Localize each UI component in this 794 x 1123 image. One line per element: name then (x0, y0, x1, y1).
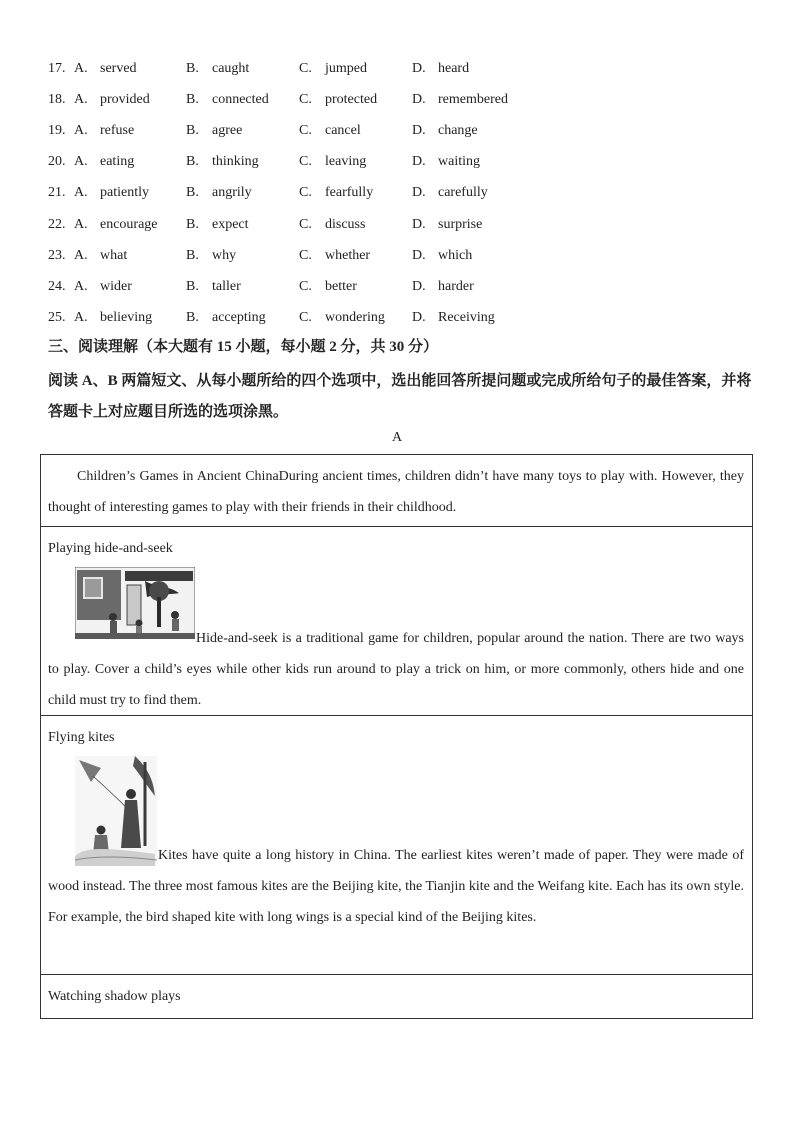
option-c (299, 248, 412, 264)
option-a (74, 123, 186, 139)
option-letter: A. (74, 154, 88, 170)
choice-row (48, 178, 768, 209)
game-cell-hide-and-seek (41, 527, 752, 716)
option-c (299, 310, 412, 326)
option-c (299, 61, 412, 77)
option-text: wider (100, 278, 132, 294)
option-letter: A. (74, 60, 88, 76)
choice-row (48, 84, 768, 115)
option-letter: C. (299, 122, 312, 138)
option-letter: D. (412, 60, 426, 76)
option-b (186, 279, 299, 295)
question-number: 19. (48, 122, 66, 138)
option-d (412, 217, 542, 233)
option-a (74, 310, 186, 326)
choice-list (48, 53, 768, 334)
option-text: which (438, 247, 473, 263)
option-letter: B. (186, 310, 199, 326)
option-c (299, 92, 412, 108)
option-c (299, 185, 412, 201)
option-c (299, 279, 412, 295)
option-d (412, 279, 542, 295)
question-number: 20. (48, 154, 66, 170)
option-b (186, 92, 299, 108)
section-instruction: 阅读 A、B 两篇短文、从每小题所给的四个选项中，选出能回答所提问题或完成所给句子的最佳答案，并将答题卡上对应题目所选的选项涂黑。 (48, 373, 752, 420)
passage-label: A (391, 430, 403, 445)
option-d (412, 123, 542, 139)
option-text: heard (438, 60, 470, 76)
choice-row (48, 115, 768, 146)
option-text: discuss (325, 216, 366, 232)
option-letter: D. (412, 91, 426, 107)
question-number: 23. (48, 247, 66, 263)
option-letter: C. (299, 278, 312, 294)
option-letter: B. (186, 216, 199, 232)
option-d (412, 248, 542, 264)
option-text: encourage (100, 216, 158, 232)
option-text: served (100, 60, 137, 76)
intro-paragraph: Children’s Games in Ancient ChinaDuring ancient times, children didn’t have many toys to play with. However, they thought of interesting games to play with their friends in their childhood. (48, 469, 744, 515)
question-number: 17. (48, 60, 66, 76)
option-text: connected (212, 91, 269, 107)
option-text: carefully (438, 185, 488, 201)
option-b (186, 185, 299, 201)
option-text: agree (212, 122, 243, 138)
option-text: cancel (325, 122, 361, 138)
option-text: Receiving (438, 310, 495, 326)
option-text: caught (212, 60, 250, 76)
option-b (186, 154, 299, 170)
choice-row (48, 271, 768, 302)
game-cell-shadow-plays (41, 975, 752, 1018)
option-letter: D. (412, 310, 426, 326)
choice-row (48, 303, 768, 334)
choice-row (48, 240, 768, 271)
option-letter: B. (186, 185, 199, 201)
option-letter: B. (186, 247, 199, 263)
option-letter: A. (74, 247, 88, 263)
option-text: harder (438, 278, 474, 294)
option-a (74, 185, 186, 201)
option-text: surprise (438, 216, 483, 232)
option-text: better (325, 278, 357, 294)
option-letter: C. (299, 154, 312, 170)
game-paragraph: Kites have quite a long history in China. The earliest kites weren’t made of paper. They were made of wood instead. The three most famous kites are the Beijing kite, the Tianjin kite and the Weifang kite. Each has its own style. For example, the bird shaped kite with long wings is a special kind of the Beijing kites. (48, 848, 744, 925)
option-a (74, 217, 186, 233)
option-d (412, 92, 542, 108)
option-letter: B. (186, 91, 199, 107)
option-a (74, 61, 186, 77)
option-letter: C. (299, 185, 312, 201)
intro-cell (41, 455, 752, 527)
option-letter: A. (74, 122, 88, 138)
option-letter: A. (74, 91, 88, 107)
option-letter: B. (186, 122, 199, 138)
option-letter: C. (299, 247, 312, 263)
option-letter: D. (412, 154, 426, 170)
option-text: provided (100, 91, 150, 107)
option-c (299, 123, 412, 139)
option-a (74, 92, 186, 108)
option-c (299, 217, 412, 233)
option-letter: D. (412, 247, 426, 263)
game-heading: Flying kites (48, 730, 115, 745)
choice-row (48, 209, 768, 240)
option-text: jumped (325, 60, 367, 76)
question-number: 18. (48, 91, 66, 107)
game-heading: Watching shadow plays (48, 989, 181, 1004)
option-d (412, 154, 542, 170)
question-number: 25. (48, 310, 66, 326)
choice-row (48, 147, 768, 178)
passage-table (40, 454, 753, 1019)
option-b (186, 61, 299, 77)
question-number: 21. (48, 185, 66, 201)
option-c (299, 154, 412, 170)
option-letter: A. (74, 278, 88, 294)
option-text: angrily (212, 185, 252, 201)
game-cell-flying-kites (41, 716, 752, 975)
option-text: remembered (438, 91, 508, 107)
option-a (74, 279, 186, 295)
option-text: patiently (100, 185, 149, 201)
option-letter: A. (74, 216, 88, 232)
option-letter: D. (412, 278, 426, 294)
option-text: accepting (212, 310, 266, 326)
option-letter: C. (299, 91, 312, 107)
option-text: thinking (212, 154, 259, 170)
option-letter: C. (299, 60, 312, 76)
option-d (412, 185, 542, 201)
option-d (412, 310, 542, 326)
option-letter: C. (299, 310, 312, 326)
option-text: refuse (100, 122, 135, 138)
option-text: waiting (438, 154, 480, 170)
option-a (74, 248, 186, 264)
option-text: leaving (325, 154, 367, 170)
option-text: wondering (325, 310, 385, 326)
option-letter: B. (186, 278, 199, 294)
option-letter: A. (74, 185, 88, 201)
game-paragraph: Hide-and-seek is a traditional game for children, popular around the nation. There are two ways to play. Cover a child’s eyes while other kids run around to play a trick on him, or more commonly, others hide and one child must try to find them. (48, 631, 744, 708)
option-text: whether (325, 247, 371, 263)
game-heading: Playing hide-and-seek (48, 541, 173, 556)
section-title: 三、阅读理解（本大题有 15 小题，每小题 2 分，共 30 分） (48, 339, 439, 355)
option-letter: D. (412, 122, 426, 138)
option-text: protected (325, 91, 378, 107)
option-text: fearfully (325, 185, 374, 201)
question-number: 22. (48, 216, 66, 232)
option-letter: A. (74, 310, 88, 326)
question-number: 24. (48, 278, 66, 294)
option-letter: C. (299, 216, 312, 232)
option-text: what (100, 247, 128, 263)
option-text: why (212, 247, 237, 263)
option-b (186, 310, 299, 326)
option-text: change (438, 122, 478, 138)
option-text: expect (212, 216, 249, 232)
option-letter: D. (412, 185, 426, 201)
option-letter: B. (186, 154, 199, 170)
option-text: eating (100, 154, 135, 170)
option-text: taller (212, 278, 241, 294)
option-letter: B. (186, 60, 199, 76)
option-d (412, 61, 542, 77)
option-b (186, 123, 299, 139)
option-letter: D. (412, 216, 426, 232)
option-b (186, 248, 299, 264)
option-b (186, 217, 299, 233)
option-text: believing (100, 310, 153, 326)
choice-row (48, 53, 768, 84)
option-a (74, 154, 186, 170)
